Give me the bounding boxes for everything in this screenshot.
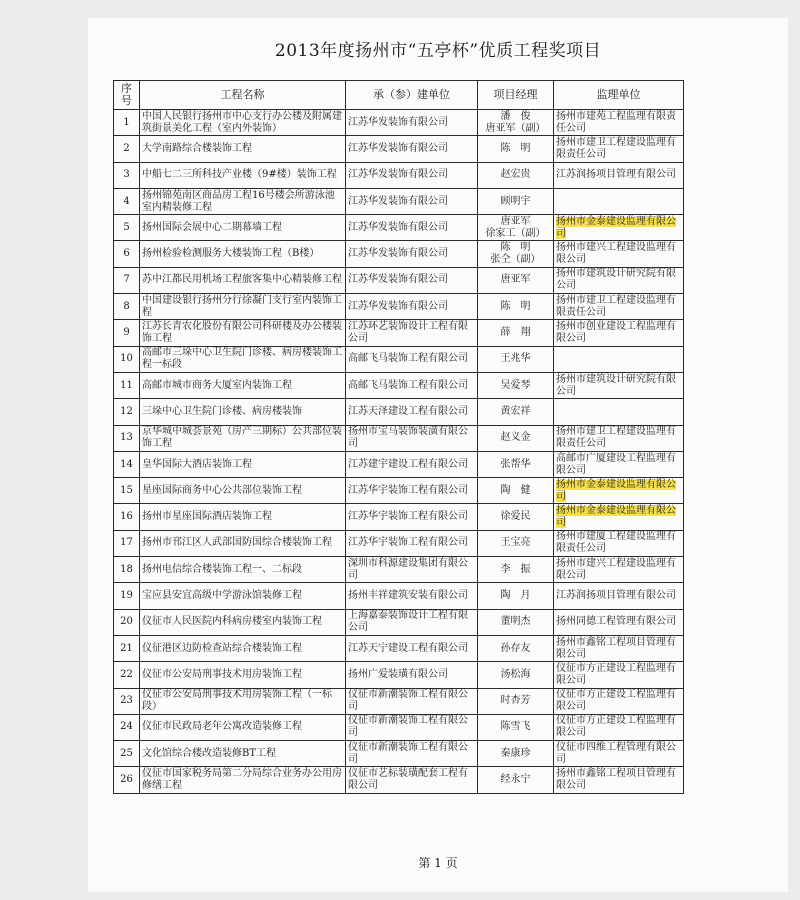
- row-builder: 江苏华发装饰有限公司: [346, 136, 478, 162]
- row-builder: 江苏天泽建设工程有限公司: [346, 399, 478, 425]
- row-builder: 江苏华宇装饰工程有限公司: [346, 530, 478, 556]
- award-table: [113, 80, 684, 794]
- header-index: 序号: [114, 81, 140, 110]
- row-index: 26: [114, 767, 140, 793]
- row-manager: [478, 451, 554, 477]
- row-index: 20: [114, 609, 140, 635]
- row-project-name: 高邮市城市商务大厦室内装饰工程: [140, 372, 346, 398]
- row-supervisor: 扬州市鑫铭工程项目管理有限公司: [554, 635, 684, 661]
- table-row: [114, 688, 684, 714]
- highlighted-supervisor: 扬州市金泰建设监理有限公司: [556, 215, 676, 239]
- row-manager: [478, 530, 554, 556]
- row-project-name: 仪征市公安局刑事技术用房装饰工程: [140, 662, 346, 688]
- header-manager: 项目经理: [478, 81, 554, 110]
- row-builder: 江苏华发装饰有限公司: [346, 110, 478, 136]
- row-manager: [478, 583, 554, 609]
- manager-name: 陈 明: [500, 300, 531, 312]
- row-manager: [478, 294, 554, 320]
- row-project-name: 仪征港区边防检查站综合楼装饰工程: [140, 635, 346, 661]
- row-supervisor: 扬州市建苑工程监理有限责任公司: [554, 110, 684, 136]
- row-builder: 江苏华宇装饰工程有限公司: [346, 478, 478, 504]
- row-supervisor: 高邮市广厦建设工程监理有限公司: [554, 451, 684, 477]
- row-project-name: 中国建设银行扬州分行徐凝门支行室内装饰工程: [140, 294, 346, 320]
- manager-name: 唐亚军: [500, 274, 531, 286]
- manager-name: 赵宏贵: [500, 169, 531, 181]
- row-manager: [478, 504, 554, 530]
- row-supervisor: 扬州市建卫工程建设监理有限责任公司: [554, 136, 684, 162]
- row-builder: 仪征市新潮装饰工程有限公司: [346, 688, 478, 714]
- row-manager: [478, 557, 554, 583]
- row-project-name: 仪征市民政局老年公寓改造装修工程: [140, 714, 346, 740]
- row-supervisor: [554, 399, 684, 425]
- document-title: 2013年度扬州市“五亭杯”优质工程奖项目: [274, 41, 602, 61]
- table-row: [114, 162, 684, 188]
- row-project-name: 扬州锦苑南区商品房工程16号楼会所游泳池室内精装修工程: [140, 188, 346, 214]
- row-project-name: 中国人民银行扬州市中心支行办公楼及附属建筑街景美化工程（室内外装饰）: [140, 110, 346, 136]
- row-project-name: 仪征市人民医院内科病房楼室内装饰工程: [140, 609, 346, 635]
- highlighted-supervisor: 扬州市金泰建设监理有限公司: [556, 478, 676, 502]
- row-builder: 江苏华发装饰有限公司: [346, 294, 478, 320]
- table-body: [114, 110, 684, 794]
- row-supervisor: 扬州市建筑设计研究院有限公司: [554, 372, 684, 398]
- row-index: 22: [114, 662, 140, 688]
- row-builder: 高邮飞马装饰工程有限公司: [346, 372, 478, 398]
- table-row: [114, 451, 684, 477]
- row-project-name: 扬州市邗江区人武部国防国综合楼装饰工程: [140, 530, 346, 556]
- row-manager: [478, 767, 554, 793]
- row-builder: 江苏华发装饰有限公司: [346, 241, 478, 267]
- manager-name: 董明杰: [500, 616, 531, 628]
- row-manager: [478, 635, 554, 661]
- table-row: [114, 372, 684, 398]
- row-supervisor: 江苏润扬项目管理有限公司: [554, 583, 684, 609]
- table-header-row: [114, 81, 684, 110]
- row-project-name: 江苏长青农化股份有限公司科研楼及办公楼装饰工程: [140, 320, 346, 346]
- row-project-name: 扬州检验检测服务大楼装饰工程（B楼）: [140, 241, 346, 267]
- manager-name: 顾明宇: [500, 195, 531, 207]
- row-index: 11: [114, 372, 140, 398]
- table-row: [114, 188, 684, 214]
- row-supervisor: 扬州市建厦工程建设监理有限责任公司: [554, 530, 684, 556]
- header-builder: 承（参）建单位: [346, 81, 478, 110]
- table-row: [114, 294, 684, 320]
- table-row: [114, 110, 684, 136]
- row-builder: 高邮飞马装饰工程有限公司: [346, 346, 478, 372]
- manager-name: 潘 俊 唐亚军（副）: [485, 110, 546, 134]
- row-manager: [478, 215, 554, 241]
- row-index: 16: [114, 504, 140, 530]
- row-index: 2: [114, 136, 140, 162]
- row-supervisor: 扬州市创业建设工程监理有限公司: [554, 320, 684, 346]
- manager-name: 张帮华: [500, 458, 531, 470]
- row-supervisor: 扬州市建卫工程建设监理有限责任公司: [554, 294, 684, 320]
- manager-name: 薛 翔: [500, 327, 531, 339]
- row-index: 10: [114, 346, 140, 372]
- row-builder: 江苏建宇建设工程有限公司: [346, 451, 478, 477]
- row-supervisor: 仪征市方正建设工程监理有限公司: [554, 662, 684, 688]
- row-builder: 扬州市宝马装饰装潢有限公司: [346, 425, 478, 451]
- row-manager: [478, 188, 554, 214]
- table-row: [114, 267, 684, 293]
- row-index: 9: [114, 320, 140, 346]
- manager-name: 汤松海: [500, 668, 531, 680]
- row-project-name: 皇华国际大酒店装饰工程: [140, 451, 346, 477]
- row-builder: 扬州广爱装璜有限公司: [346, 662, 478, 688]
- table-row: [114, 635, 684, 661]
- document-page: [88, 18, 788, 892]
- row-builder: 上海嘉泰装饰设计工程有限公司: [346, 609, 478, 635]
- row-project-name: 扬州市星座国际酒店装饰工程: [140, 504, 346, 530]
- table-row: [114, 767, 684, 793]
- table-row: [114, 557, 684, 583]
- row-manager: [478, 346, 554, 372]
- row-supervisor: 扬州市鑫铭工程项目管理有限公司: [554, 767, 684, 793]
- row-index: 19: [114, 583, 140, 609]
- row-index: 23: [114, 688, 140, 714]
- row-manager: [478, 688, 554, 714]
- row-manager: [478, 372, 554, 398]
- row-index: 6: [114, 241, 140, 267]
- page-number: 第 1 页: [418, 856, 458, 870]
- manager-name: 黄宏祥: [500, 405, 531, 417]
- row-supervisor: 扬州同德工程管理有限公司: [554, 609, 684, 635]
- table-row: [114, 609, 684, 635]
- row-project-name: 三垛中心卫生院门诊楼、病房楼装饰: [140, 399, 346, 425]
- row-supervisor: [554, 188, 684, 214]
- row-manager: [478, 714, 554, 740]
- row-supervisor: 仪征市四维工程管理有限公司: [554, 741, 684, 767]
- row-project-name: 仪征市国家税务局第二分局综合业务办公用房修缮工程: [140, 767, 346, 793]
- row-index: 15: [114, 478, 140, 504]
- row-manager: [478, 136, 554, 162]
- manager-name: 唐亚军 徐家工（副）: [485, 215, 546, 239]
- row-manager: [478, 320, 554, 346]
- row-manager: [478, 267, 554, 293]
- row-builder: 江苏华宇装饰工程有限公司: [346, 504, 478, 530]
- row-project-name: 文化馆综合楼改造装修BT工程: [140, 741, 346, 767]
- table-row: [114, 741, 684, 767]
- row-supervisor: 扬州市建兴工程建设监理有限公司: [554, 557, 684, 583]
- table-row: [114, 583, 684, 609]
- header-project-name: 工程名称: [140, 81, 346, 110]
- table-row: [114, 399, 684, 425]
- row-builder: 仪征市新潮装饰工程有限公司: [346, 741, 478, 767]
- table-row: [114, 346, 684, 372]
- table-row: [114, 320, 684, 346]
- row-project-name: 扬州国际会展中心二期幕墙工程: [140, 215, 346, 241]
- row-project-name: 大学南路综合楼装饰工程: [140, 136, 346, 162]
- row-project-name: 星座国际商务中心公共部位装饰工程: [140, 478, 346, 504]
- row-index: 25: [114, 741, 140, 767]
- highlighted-supervisor: 扬州市金泰建设监理有限公司: [556, 505, 676, 529]
- table-row: [114, 662, 684, 688]
- row-index: 14: [114, 451, 140, 477]
- row-supervisor: 扬州市建兴工程建设监理有限公司: [554, 241, 684, 267]
- table-row: [114, 530, 684, 556]
- row-builder: 深圳市科源建设集团有限公司: [346, 557, 478, 583]
- header-supervisor: 监理单位: [554, 81, 684, 110]
- row-builder: 江苏环艺装饰设计工程有限公司: [346, 320, 478, 346]
- manager-name: 王兆华: [500, 353, 531, 365]
- row-index: 13: [114, 425, 140, 451]
- row-supervisor: 扬州市建筑设计研究院有限公司: [554, 267, 684, 293]
- manager-name: 秦康珍: [500, 747, 531, 759]
- row-supervisor: [554, 346, 684, 372]
- row-manager: [478, 241, 554, 267]
- row-manager: [478, 609, 554, 635]
- manager-name: 陈雪飞: [500, 721, 531, 733]
- row-supervisor: [554, 478, 684, 504]
- row-supervisor: 江苏润扬项目管理有限公司: [554, 162, 684, 188]
- row-manager: [478, 478, 554, 504]
- manager-name: 赵义金: [500, 432, 531, 444]
- row-builder: 江苏天宁建设工程有限公司: [346, 635, 478, 661]
- row-supervisor: [554, 215, 684, 241]
- row-index: 18: [114, 557, 140, 583]
- row-manager: [478, 662, 554, 688]
- table-row: [114, 241, 684, 267]
- manager-name: 陈 明: [500, 142, 531, 154]
- manager-name: 时杏芳: [500, 695, 531, 707]
- row-index: 21: [114, 635, 140, 661]
- row-project-name: 苏中江都民用机场工程旅客集中心精装修工程: [140, 267, 346, 293]
- row-index: 12: [114, 399, 140, 425]
- manager-name: 徐爱民: [500, 511, 531, 523]
- row-supervisor: 扬州市建卫工程建设监理有限责任公司: [554, 425, 684, 451]
- row-index: 24: [114, 714, 140, 740]
- row-supervisor: 仪征市方正建设工程监理有限公司: [554, 688, 684, 714]
- row-project-name: 仪征市公安局刑事技术用房装饰工程（一标段）: [140, 688, 346, 714]
- row-index: 1: [114, 110, 140, 136]
- row-supervisor: [554, 504, 684, 530]
- row-project-name: 扬州电信综合楼装饰工程一、二标段: [140, 557, 346, 583]
- row-project-name: 高邮市三垛中心卫生院门诊楼、病房楼装饰工程一标段: [140, 346, 346, 372]
- row-builder: 仪征市艺标装璜配套工程有限公司: [346, 767, 478, 793]
- manager-name: 吴爱琴: [500, 379, 531, 391]
- row-builder: 江苏华发装饰有限公司: [346, 267, 478, 293]
- row-index: 3: [114, 162, 140, 188]
- manager-name: 陶 健: [500, 484, 531, 496]
- row-project-name: 中船七二三所科技产业楼（9#楼）装饰工程: [140, 162, 346, 188]
- row-builder: 江苏华发装饰有限公司: [346, 215, 478, 241]
- table-row: [114, 425, 684, 451]
- row-index: 8: [114, 294, 140, 320]
- row-builder: 仪征市新潮装饰工程有限公司: [346, 714, 478, 740]
- manager-name: 陶 月: [500, 589, 531, 601]
- row-builder: 江苏华发装饰有限公司: [346, 188, 478, 214]
- row-index: 5: [114, 215, 140, 241]
- table-row: [114, 478, 684, 504]
- row-supervisor: 仪征市方正建设工程监理有限公司: [554, 714, 684, 740]
- row-index: 17: [114, 530, 140, 556]
- table-row: [114, 714, 684, 740]
- row-index: 7: [114, 267, 140, 293]
- row-manager: [478, 399, 554, 425]
- row-manager: [478, 741, 554, 767]
- manager-name: 王宝亮: [500, 537, 531, 549]
- row-project-name: 京华城中城荟景苑（房产三期标）公共部位装饰工程: [140, 425, 346, 451]
- manager-name: 陈 明 张仝（副）: [490, 242, 541, 266]
- row-project-name: 宝应县安宜高级中学游泳馆装修工程: [140, 583, 346, 609]
- manager-name: 经永宁: [500, 774, 531, 786]
- row-manager: [478, 110, 554, 136]
- row-manager: [478, 162, 554, 188]
- table-row: [114, 136, 684, 162]
- row-manager: [478, 425, 554, 451]
- manager-name: 孙存友: [500, 642, 531, 654]
- row-builder: 扬州丰祥建筑安装有限公司: [346, 583, 478, 609]
- row-builder: 江苏华发装饰有限公司: [346, 162, 478, 188]
- table-row: [114, 504, 684, 530]
- manager-name: 李 振: [500, 563, 531, 575]
- row-index: 4: [114, 188, 140, 214]
- table-row: [114, 215, 684, 241]
